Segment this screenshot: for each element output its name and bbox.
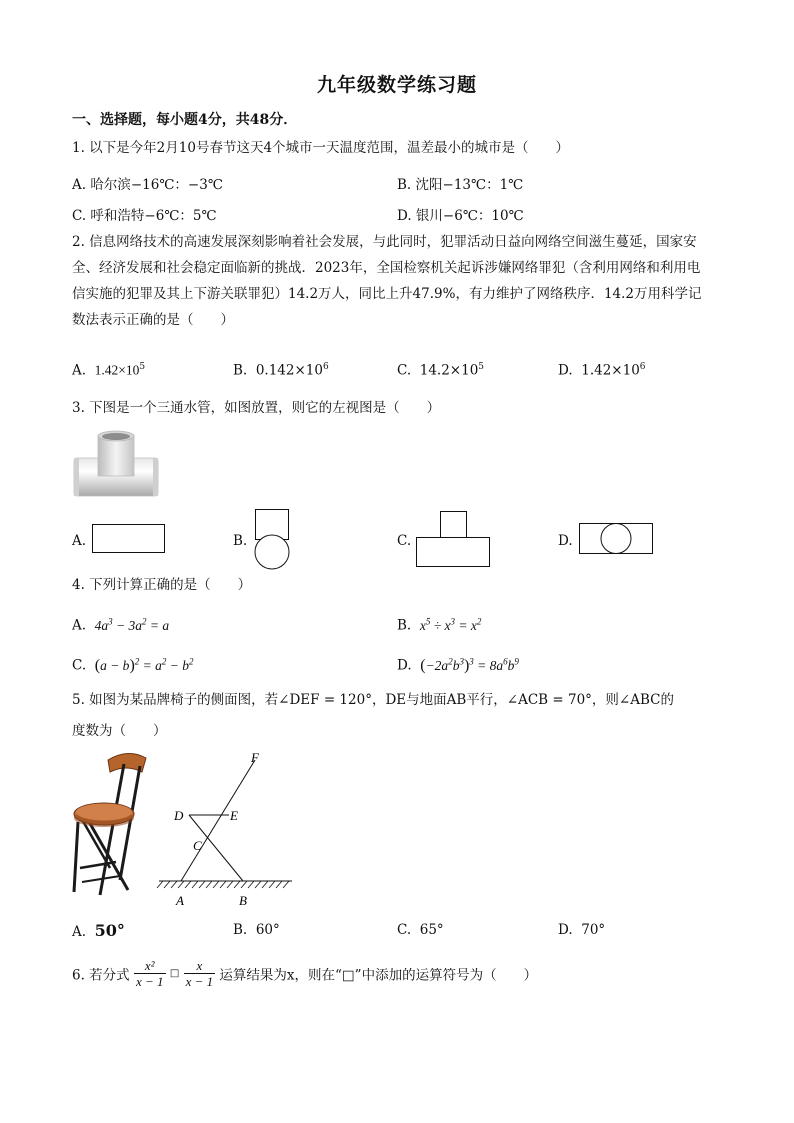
q6-fraction-1: $\frac{\text{x²}}{x - 1}$ [135, 958, 164, 989]
ground-hatching [157, 881, 289, 888]
q3-option-c-label: C. [397, 533, 412, 549]
label-d: D [174, 808, 184, 823]
label-e: E [230, 808, 238, 823]
q2-option-c: C. $14.2\times 10^5$ [397, 362, 485, 379]
q4-option-c-expression: $(a - b)^2 = a^2 - b^2$ [94, 656, 194, 674]
q1-option-c: C. 呼和浩特−6℃：5℃ [72, 208, 217, 224]
q5-option-b: B. 60° [233, 922, 280, 938]
label-a: A [176, 893, 184, 908]
q2-line: 信实施的犯罪及其上下游关联罪犯）14.2万人，同比上升47.9%，有力维护了网络秩序．14.2万用科学记 [72, 286, 702, 302]
q3-option-c-figure [416, 511, 492, 569]
label-c: C [193, 838, 202, 853]
q5-option-c: C. 65° [397, 922, 444, 938]
q2-line: 数法表示正确的是（ ） [72, 312, 234, 328]
question-4-stem: 4. 下列计算正确的是（ ） [72, 577, 252, 593]
q6-operator-box: □ [169, 968, 180, 979]
q4-option-d-expression: $(-2a^2b^3)^3 = 8a^6b^9$ [420, 656, 519, 674]
q3-option-b-figure [252, 509, 292, 571]
q1-option-a: A. 哈尔滨−16℃：−3℃ [72, 177, 223, 193]
question-3-stem: 3. 下图是一个三通水管，如图放置，则它的左视图是（ ） [72, 400, 441, 416]
folding-chair-image [70, 750, 155, 898]
q3-option-d-label: D. [558, 533, 573, 549]
segment-ef [181, 760, 255, 881]
q4-option-b-expression: $x^5 \div x^3 = x^2$ [419, 616, 482, 633]
q2-option-d: D. $1.42\times 10^6$ [558, 362, 646, 379]
q3-option-a-label: A. [72, 533, 87, 549]
q2-line: 全、经济发展和社会稳定面临新的挑战．2023年，全国检察机关起诉涉嫌网络罪犯（含利用网络和利用电 [72, 260, 701, 276]
q2-option-b: B. $0.142\times 10^6$ [233, 362, 329, 379]
q4-option-a: A. $4a^3 - 3a^2 = a$ [72, 616, 170, 634]
q2-line: 2. 信息网络技术的高速发展深刻影响着社会发展，与此同时，犯罪活动日益向网络空间滋生蔓延，国家安 [72, 234, 697, 250]
label-b: B [239, 893, 247, 908]
q2-option-a: A. $1.42\times 10^5$ [72, 362, 146, 379]
q6-fraction-2: $\frac{x}{x - 1}$ [185, 958, 214, 989]
question-6-stem: 6. 若分式 $\frac{\text{x²}}{x - 1}$ □ $\frac{x}{x - 1}$ 运算结果为x，则在“□”中添加的运算符号为（ ） [72, 958, 538, 989]
q3-option-d-figure [579, 523, 654, 555]
label-f: F [251, 750, 259, 765]
q5-option-d: D. 70° [558, 922, 606, 938]
q4-option-c: C. $(a - b)^2 = a^2 - b^2$ [72, 656, 194, 674]
question-1-stem: 1. 以下是今年2月10号春节这天4个城市一天温度范围，温差最小的城市是（ ） [72, 140, 570, 156]
q5-option-a: A. 50° [72, 921, 125, 940]
page-title: 九年级数学练习题 [316, 74, 477, 96]
q4-option-b: B. $x^5 \div x^3 = x^2$ [397, 616, 482, 634]
question-5-stem: 5. 如图为某品牌椅子的侧面图，若∠DEF = 120°，DE与地面AB平行，∠ACB = 70°，则∠ABC的 [72, 692, 674, 708]
geometry-figure [155, 748, 300, 913]
q3-option-a-figure [92, 524, 166, 554]
question-2-stem [72, 229, 720, 333]
section-heading: 一、选择题，每小题4分，共48分． [72, 112, 298, 128]
q1-option-b: B. 沈阳−13℃：1℃ [397, 177, 524, 193]
q1-option-d: D. 银川−6℃：10℃ [397, 208, 524, 224]
question-5-stem-cont: 度数为（ ） [72, 723, 167, 739]
q4-option-d: D. $(-2a^2b^3)^3 = 8a^6b^9$ [397, 656, 519, 674]
tee-pipe-image [72, 428, 162, 500]
q4-option-a-expression: $4a^3 - 3a^2 = a$ [94, 616, 170, 633]
q3-option-b-label: B. [233, 533, 248, 549]
